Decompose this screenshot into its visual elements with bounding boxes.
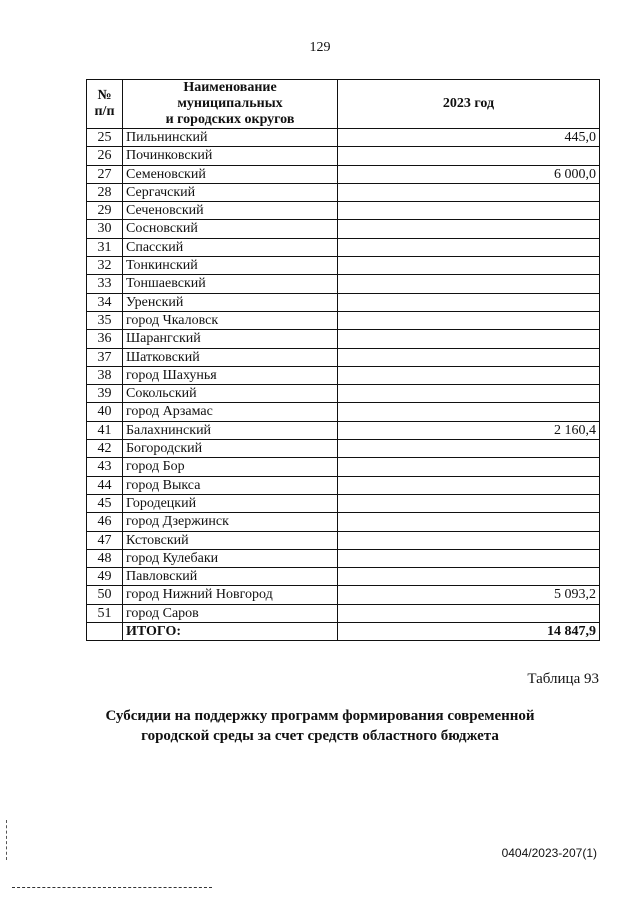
table-row — [87, 330, 600, 348]
row-name: Шарангский — [123, 330, 338, 348]
row-name: Балахнинский — [123, 421, 338, 439]
table-row — [87, 568, 600, 586]
row-value — [338, 458, 600, 476]
row-value — [338, 494, 600, 512]
row-value: 445,0 — [338, 129, 600, 147]
row-name: город Выкса — [123, 476, 338, 494]
page-number: 129 — [309, 40, 331, 55]
row-number: 48 — [87, 549, 123, 567]
row-name: Сергачский — [123, 183, 338, 201]
row-number: 39 — [87, 385, 123, 403]
row-value — [338, 275, 600, 293]
row-value: 5 093,2 — [338, 586, 600, 604]
table-row — [87, 440, 600, 458]
row-name: Богородский — [123, 440, 338, 458]
row-value — [338, 549, 600, 567]
table-row — [87, 604, 600, 622]
table-label: Таблица 93 — [527, 671, 599, 687]
row-number: 40 — [87, 403, 123, 421]
row-number: 33 — [87, 275, 123, 293]
row-value — [338, 330, 600, 348]
row-number: 26 — [87, 147, 123, 165]
row-name: Починковский — [123, 147, 338, 165]
row-value — [338, 440, 600, 458]
table-row — [87, 293, 600, 311]
row-number: 49 — [87, 568, 123, 586]
row-value — [338, 238, 600, 256]
row-name: город Чкаловск — [123, 311, 338, 329]
table-header-row — [87, 80, 600, 129]
row-value: 6 000,0 — [338, 165, 600, 183]
row-number: 44 — [87, 476, 123, 494]
table-row — [87, 202, 600, 220]
row-value — [338, 202, 600, 220]
row-value — [338, 257, 600, 275]
row-name: Сеченовский — [123, 202, 338, 220]
row-number: 45 — [87, 494, 123, 512]
row-value — [338, 403, 600, 421]
row-name: город Дзержинск — [123, 513, 338, 531]
row-number: 30 — [87, 220, 123, 238]
row-value — [338, 220, 600, 238]
total-num-cell — [87, 623, 123, 641]
table-row — [87, 220, 600, 238]
total-row — [87, 623, 600, 641]
table-caption: Субсидии на поддержку программ формирования современной городской среды за счет средств областного бюджета — [105, 708, 535, 744]
subsidy-table — [86, 79, 600, 641]
table-row — [87, 165, 600, 183]
row-number: 38 — [87, 366, 123, 384]
row-number: 42 — [87, 440, 123, 458]
row-number: 43 — [87, 458, 123, 476]
table-row — [87, 348, 600, 366]
row-name: город Нижний Новгород — [123, 586, 338, 604]
table-row — [87, 476, 600, 494]
row-number: 51 — [87, 604, 123, 622]
row-value — [338, 147, 600, 165]
table-row — [87, 366, 600, 384]
row-number: 29 — [87, 202, 123, 220]
row-value — [338, 293, 600, 311]
row-number: 32 — [87, 257, 123, 275]
table-row — [87, 531, 600, 549]
row-name: город Шахунья — [123, 366, 338, 384]
header-num: № п/п — [87, 80, 123, 129]
table-row — [87, 586, 600, 604]
row-number: 34 — [87, 293, 123, 311]
row-name: Пильнинский — [123, 129, 338, 147]
row-value: 2 160,4 — [338, 421, 600, 439]
table-row — [87, 549, 600, 567]
row-name: Павловский — [123, 568, 338, 586]
row-name: Сосновский — [123, 220, 338, 238]
row-name: Уренский — [123, 293, 338, 311]
table-row — [87, 275, 600, 293]
header-year: 2023 год — [338, 80, 600, 129]
table-row — [87, 257, 600, 275]
table-row — [87, 494, 600, 512]
table-row — [87, 385, 600, 403]
row-value — [338, 531, 600, 549]
table-body — [87, 129, 600, 623]
table-row — [87, 129, 600, 147]
row-number: 37 — [87, 348, 123, 366]
row-name: Шатковский — [123, 348, 338, 366]
header-name: Наименование муниципальных и городских округов — [123, 80, 338, 129]
table-row — [87, 147, 600, 165]
row-number: 50 — [87, 586, 123, 604]
row-number: 28 — [87, 183, 123, 201]
row-value — [338, 513, 600, 531]
row-value — [338, 568, 600, 586]
row-value — [338, 348, 600, 366]
row-name: город Кулебаки — [123, 549, 338, 567]
row-value — [338, 366, 600, 384]
document-code: 0404/2023-207(1) — [501, 846, 597, 860]
footer-divider — [12, 887, 212, 888]
margin-mark — [6, 820, 8, 860]
total-value: 14 847,9 — [338, 623, 600, 641]
table-row — [87, 183, 600, 201]
row-value — [338, 476, 600, 494]
row-name: Сокольский — [123, 385, 338, 403]
row-value — [338, 385, 600, 403]
row-name: Спасский — [123, 238, 338, 256]
row-name: город Бор — [123, 458, 338, 476]
row-number: 36 — [87, 330, 123, 348]
row-number: 31 — [87, 238, 123, 256]
row-name: Тоншаевский — [123, 275, 338, 293]
row-number: 27 — [87, 165, 123, 183]
row-number: 41 — [87, 421, 123, 439]
row-name: город Саров — [123, 604, 338, 622]
row-name: город Арзамас — [123, 403, 338, 421]
total-label: ИТОГО: — [123, 623, 338, 641]
row-name: Кстовский — [123, 531, 338, 549]
table-row — [87, 458, 600, 476]
row-value — [338, 183, 600, 201]
row-number: 47 — [87, 531, 123, 549]
row-name: Городецкий — [123, 494, 338, 512]
row-number: 25 — [87, 129, 123, 147]
row-name: Тонкинский — [123, 257, 338, 275]
table-row — [87, 238, 600, 256]
table-row — [87, 421, 600, 439]
row-number: 46 — [87, 513, 123, 531]
table-row — [87, 311, 600, 329]
table-row — [87, 513, 600, 531]
table-row — [87, 403, 600, 421]
row-number: 35 — [87, 311, 123, 329]
row-value — [338, 311, 600, 329]
row-value — [338, 604, 600, 622]
row-name: Семеновский — [123, 165, 338, 183]
